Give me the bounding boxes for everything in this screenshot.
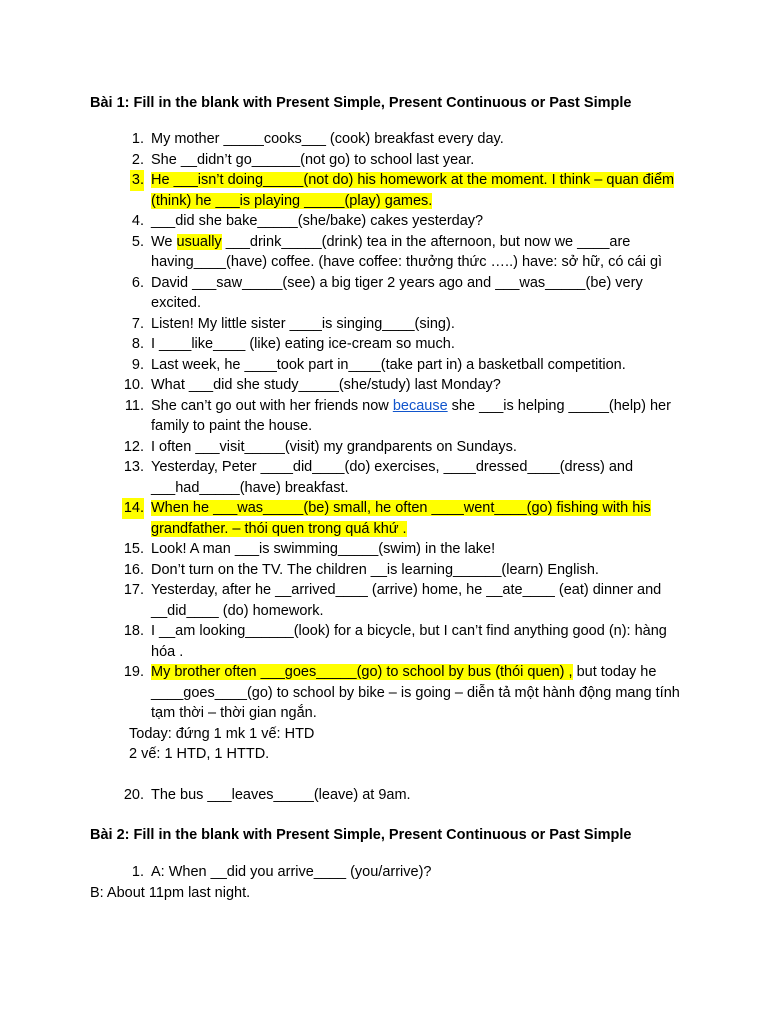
highlighted-text: When he ___was_____(be) small, he often ____went____(go) fishing with his grandfather. – thói quen trong quá khứ . bbox=[151, 500, 651, 537]
item-text bbox=[151, 437, 691, 458]
item-number: 18. bbox=[123, 623, 144, 639]
item-number: 19. bbox=[123, 664, 144, 680]
text-segment: Listen! My little sister ____is singing____(sing). bbox=[151, 315, 455, 332]
list-item bbox=[0, 211, 768, 232]
item-number: 11. bbox=[124, 397, 144, 414]
blank-line bbox=[0, 765, 768, 786]
item-number: 8. bbox=[131, 336, 144, 352]
list-item bbox=[0, 170, 768, 211]
text-segment: My mother _____cooks___ (cook) breakfast every day. bbox=[151, 131, 504, 147]
exercise-2-heading: Bài 2: Fill in the blank with Present Simple, Present Continuous or Past Simple bbox=[90, 827, 632, 843]
item-number: 3. bbox=[130, 170, 144, 191]
list-item bbox=[0, 662, 768, 724]
text-segment: David ___saw_____(see) a big tiger 2 years ago and ___was_____(be) very excited. bbox=[151, 274, 643, 311]
item-text bbox=[151, 539, 691, 560]
item-text bbox=[151, 375, 691, 396]
item-text bbox=[151, 355, 691, 376]
list-item bbox=[0, 334, 768, 355]
list-item bbox=[0, 375, 768, 396]
item-text bbox=[151, 150, 691, 171]
text-segment: We bbox=[151, 233, 177, 250]
text-segment: A: When __did you arrive____ (you/arrive)? bbox=[151, 864, 432, 880]
exercise-2-list bbox=[0, 862, 768, 903]
item-number: 2. bbox=[131, 151, 144, 168]
exercise-2-items bbox=[0, 862, 768, 883]
hyperlink[interactable]: because bbox=[392, 397, 448, 414]
list-item bbox=[0, 580, 768, 621]
text-segment: but today he ____goes____(go) to school by bike – is going – diễn tả một hành động mang tính tạm thời – thời gian ngắn. bbox=[151, 664, 680, 721]
exercise-1-items bbox=[0, 129, 768, 724]
list-item bbox=[0, 273, 768, 314]
item-number: 4. bbox=[131, 213, 144, 229]
item-text bbox=[151, 662, 691, 724]
item-text bbox=[151, 273, 691, 314]
text-segment: Don’t turn on the TV. The children __is learning______(learn) English. bbox=[151, 561, 599, 578]
item-number: 7. bbox=[131, 315, 144, 332]
text-segment: she ___is helping _____(help) her family to paint the house. bbox=[151, 397, 671, 434]
item-text bbox=[151, 457, 691, 498]
item-number: 6. bbox=[131, 274, 144, 291]
list-item bbox=[0, 457, 768, 498]
list-item bbox=[0, 539, 768, 560]
item-text bbox=[151, 334, 691, 355]
item-text bbox=[151, 498, 691, 539]
list-item bbox=[0, 560, 768, 581]
list-item bbox=[0, 129, 768, 150]
note-line: Today: đứng 1 mk 1 vế: HTD bbox=[129, 725, 315, 742]
text-segment: ___did she bake_____(she/bake) cakes yesterday? bbox=[151, 213, 484, 229]
text-segment: I __am looking______(look) for a bicycle, but I can’t find anything good (n): hàng hóa . bbox=[151, 623, 667, 660]
note-line: 2 vế: 1 HTD, 1 HTTD. bbox=[129, 746, 270, 762]
list-item bbox=[0, 314, 768, 335]
text-segment: She can’t go out with her friends now bbox=[151, 397, 393, 414]
item-text bbox=[151, 170, 691, 211]
item-number: 12. bbox=[123, 438, 144, 455]
item-text bbox=[151, 862, 691, 883]
list-item bbox=[0, 498, 768, 539]
list-item bbox=[0, 150, 768, 171]
item-text bbox=[151, 560, 691, 581]
text-segment: Yesterday, Peter ____did____(do) exercises, ____dressed____(dress) and ___had_____(have) breakfast. bbox=[151, 459, 634, 496]
item-number: 20. bbox=[123, 787, 144, 803]
exercise-1-list bbox=[0, 129, 768, 806]
list-item bbox=[0, 396, 768, 437]
list-item bbox=[0, 355, 768, 376]
item-text bbox=[151, 580, 691, 621]
item-number: 1. bbox=[131, 131, 144, 147]
item-text bbox=[151, 396, 691, 437]
list-item bbox=[0, 232, 768, 273]
exercise-1-heading: Bài 1: Fill in the blank with Present Simple, Present Continuous or Past Simple bbox=[90, 95, 632, 111]
item-number: 16. bbox=[123, 561, 144, 578]
item-number: 17. bbox=[123, 582, 144, 598]
item-number: 13. bbox=[123, 459, 144, 475]
text-segment: ___drink_____(drink) tea in the afternoon, but now we ____are having____(have) coffee. (have coffee: thưởng thức …..) have: sở hữ, có cái gì bbox=[151, 233, 663, 270]
text-segment: Last week, he ____took part in____(take part in) a basketball competition. bbox=[151, 356, 626, 373]
highlighted-text: My brother often ___goes_____(go) to school by bus (thói quen) , bbox=[151, 664, 573, 680]
text-segment: She __didn’t go______(not go) to school last year. bbox=[151, 151, 475, 168]
item-number: 15. bbox=[123, 541, 144, 557]
list-item bbox=[0, 785, 768, 806]
highlighted-text: usually bbox=[176, 233, 222, 250]
item-number: 1. bbox=[131, 864, 144, 880]
item-text bbox=[151, 129, 691, 150]
item-number: 9. bbox=[131, 356, 144, 373]
list-item bbox=[0, 862, 768, 883]
text-segment: Yesterday, after he __arrived____ (arrive) home, he __ate____ (eat) dinner and __did____ (do) homework. bbox=[151, 582, 662, 619]
item-number: 10. bbox=[123, 377, 144, 393]
item-text bbox=[151, 211, 691, 232]
item-text bbox=[151, 621, 691, 662]
item-text bbox=[151, 232, 691, 273]
text-segment: What ___did she study_____(she/study) last Monday? bbox=[151, 377, 501, 393]
item-number: 5. bbox=[131, 233, 144, 250]
item-text: The bus ___leaves_____(leave) at 9am. bbox=[151, 787, 411, 803]
list-item bbox=[0, 437, 768, 458]
list-item bbox=[0, 621, 768, 662]
highlighted-text: He ___isn’t doing_____(not do) his homework at the moment. I think – quan điểm (think) he ___is playing _____(play) games. bbox=[151, 172, 675, 209]
answer-line: B: About 11pm last night. bbox=[90, 884, 251, 901]
item-text bbox=[151, 314, 691, 335]
text-segment: I often ___visit_____(visit) my grandparents on Sundays. bbox=[151, 438, 517, 455]
item-number: 14. bbox=[122, 498, 144, 519]
text-segment: Look! A man ___is swimming_____(swim) in the lake! bbox=[151, 541, 496, 557]
text-segment: I ____like____ (like) eating ice-cream so much. bbox=[151, 336, 455, 352]
